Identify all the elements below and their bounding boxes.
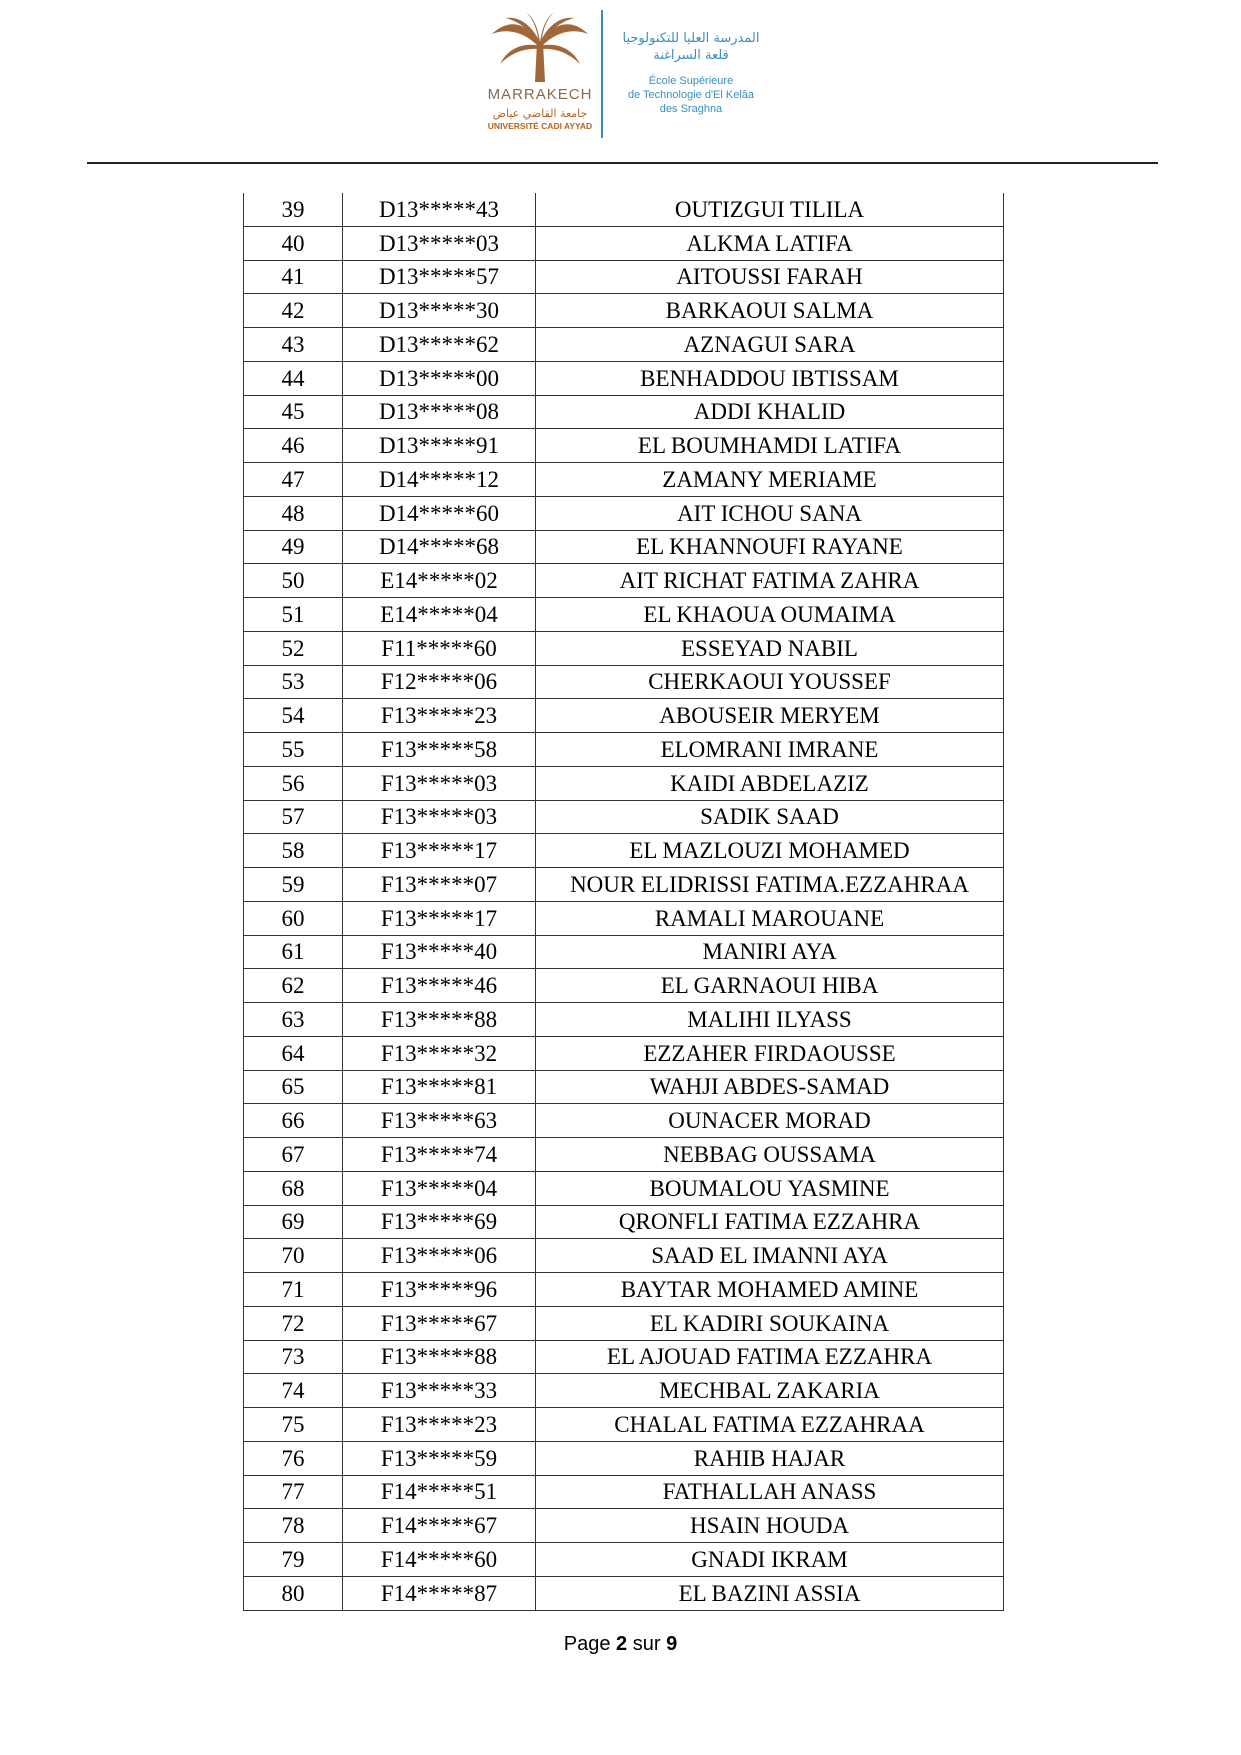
table-row xyxy=(244,598,1004,632)
logo-divider xyxy=(601,10,603,138)
table-row xyxy=(244,1543,1004,1577)
student-name-cell: RAHIB HAJAR xyxy=(536,1441,1004,1475)
student-name-cell: EZZAHER FIRDAOUSSE xyxy=(536,1036,1004,1070)
table-row xyxy=(244,564,1004,598)
row-number-cell: 66 xyxy=(244,1104,343,1138)
student-name-cell: BAYTAR MOHAMED AMINE xyxy=(536,1273,1004,1307)
table-row xyxy=(244,631,1004,665)
current-page-number: 2 xyxy=(616,1633,628,1655)
student-name-cell: HSAIN HOUDA xyxy=(536,1509,1004,1543)
student-name-cell: OUNACER MORAD xyxy=(536,1104,1004,1138)
table-row xyxy=(244,226,1004,260)
document-header xyxy=(0,8,1241,148)
student-name-cell: RAMALI MAROUANE xyxy=(536,901,1004,935)
row-number-cell: 57 xyxy=(244,800,343,834)
student-name-cell: ELOMRANI IMRANE xyxy=(536,733,1004,767)
table-row xyxy=(244,1374,1004,1408)
row-number-cell: 62 xyxy=(244,969,343,1003)
table-row xyxy=(244,766,1004,800)
student-id-cell: F13*****23 xyxy=(343,1408,536,1442)
student-id-cell: F13*****17 xyxy=(343,834,536,868)
page-footer xyxy=(0,1633,1241,1656)
student-id-cell: E14*****04 xyxy=(343,598,536,632)
row-number-cell: 70 xyxy=(244,1239,343,1273)
row-number-cell: 39 xyxy=(244,193,343,226)
table-row xyxy=(244,395,1004,429)
row-number-cell: 46 xyxy=(244,429,343,463)
student-name-cell: CHALAL FATIMA EZZAHRAA xyxy=(536,1408,1004,1442)
table-row xyxy=(244,1273,1004,1307)
student-id-cell: D13*****03 xyxy=(343,226,536,260)
row-number-cell: 73 xyxy=(244,1340,343,1374)
total-pages-number: 9 xyxy=(666,1633,678,1655)
row-number-cell: 78 xyxy=(244,1509,343,1543)
table-row xyxy=(244,496,1004,530)
table-row xyxy=(244,328,1004,362)
student-list-table xyxy=(243,193,1004,1611)
row-number-cell: 43 xyxy=(244,328,343,362)
table-row xyxy=(244,1408,1004,1442)
row-number-cell: 44 xyxy=(244,361,343,395)
student-name-cell: GNADI IKRAM xyxy=(536,1543,1004,1577)
student-id-cell: F11*****60 xyxy=(343,631,536,665)
student-name-cell: AIT RICHAT FATIMA ZAHRA xyxy=(536,564,1004,598)
student-name-cell: MANIRI AYA xyxy=(536,935,1004,969)
student-id-cell: D13*****91 xyxy=(343,429,536,463)
student-id-cell: D13*****30 xyxy=(343,294,536,328)
student-id-cell: E14*****02 xyxy=(343,564,536,598)
student-id-cell: F13*****88 xyxy=(343,1003,536,1037)
logo-university-arabic: جامعة القاضي عياض xyxy=(492,107,588,120)
row-number-cell: 75 xyxy=(244,1408,343,1442)
row-number-cell: 77 xyxy=(244,1475,343,1509)
student-id-cell: F13*****58 xyxy=(343,733,536,767)
student-name-cell: EL BOUMHAMDI LATIFA xyxy=(536,429,1004,463)
row-number-cell: 45 xyxy=(244,395,343,429)
row-number-cell: 47 xyxy=(244,463,343,497)
header-rule xyxy=(87,162,1158,164)
student-name-cell: EL AJOUAD FATIMA EZZAHRA xyxy=(536,1340,1004,1374)
school-name-french-line3: des Sraghna xyxy=(659,103,723,115)
student-id-cell: F13*****46 xyxy=(343,969,536,1003)
row-number-cell: 60 xyxy=(244,901,343,935)
student-id-cell: D14*****12 xyxy=(343,463,536,497)
table-row xyxy=(244,800,1004,834)
table-row xyxy=(244,1306,1004,1340)
student-name-cell: AITOUSSI FARAH xyxy=(536,260,1004,294)
student-id-cell: F12*****06 xyxy=(343,665,536,699)
student-id-cell: F13*****33 xyxy=(343,1374,536,1408)
student-id-cell: F14*****51 xyxy=(343,1475,536,1509)
table-row xyxy=(244,1475,1004,1509)
row-number-cell: 72 xyxy=(244,1306,343,1340)
row-number-cell: 58 xyxy=(244,834,343,868)
student-id-cell: F13*****59 xyxy=(343,1441,536,1475)
student-name-cell: AIT ICHOU SANA xyxy=(536,496,1004,530)
student-name-cell: OUTIZGUI TILILA xyxy=(536,193,1004,226)
student-name-cell: NOUR ELIDRISSI FATIMA.EZZAHRAA xyxy=(536,868,1004,902)
student-name-cell: BOUMALOU YASMINE xyxy=(536,1171,1004,1205)
row-number-cell: 64 xyxy=(244,1036,343,1070)
table-row xyxy=(244,463,1004,497)
student-id-cell: F13*****03 xyxy=(343,800,536,834)
student-id-cell: F13*****81 xyxy=(343,1070,536,1104)
row-number-cell: 68 xyxy=(244,1171,343,1205)
table-row xyxy=(244,1239,1004,1273)
table-row xyxy=(244,901,1004,935)
student-id-cell: D14*****68 xyxy=(343,530,536,564)
student-id-cell: D13*****57 xyxy=(343,260,536,294)
student-name-cell: BARKAOUI SALMA xyxy=(536,294,1004,328)
student-id-cell: D13*****00 xyxy=(343,361,536,395)
student-name-cell: NEBBAG OUSSAMA xyxy=(536,1138,1004,1172)
student-id-cell: F13*****32 xyxy=(343,1036,536,1070)
student-name-cell: BENHADDOU IBTISSAM xyxy=(536,361,1004,395)
page-word: Page xyxy=(563,1633,611,1655)
student-id-cell: F13*****74 xyxy=(343,1138,536,1172)
palm-emblem-icon xyxy=(488,12,592,86)
row-number-cell: 63 xyxy=(244,1003,343,1037)
student-name-cell: EL KHAOUA OUMAIMA xyxy=(536,598,1004,632)
table-row xyxy=(244,1171,1004,1205)
table-row xyxy=(244,868,1004,902)
student-id-cell: D13*****62 xyxy=(343,328,536,362)
table-row xyxy=(244,1036,1004,1070)
row-number-cell: 79 xyxy=(244,1543,343,1577)
student-name-cell: CHERKAOUI YOUSSEF xyxy=(536,665,1004,699)
student-name-cell: ADDI KHALID xyxy=(536,395,1004,429)
student-name-cell: EL MAZLOUZI MOHAMED xyxy=(536,834,1004,868)
student-id-cell: F13*****23 xyxy=(343,699,536,733)
row-number-cell: 52 xyxy=(244,631,343,665)
student-name-cell: SAAD EL IMANNI AYA xyxy=(536,1239,1004,1273)
student-name-cell: EL GARNAOUI HIBA xyxy=(536,969,1004,1003)
school-name-block xyxy=(606,30,776,116)
logo-university-french: UNIVERSITÉ CADI AYYAD xyxy=(487,121,593,131)
student-id-cell: D13*****08 xyxy=(343,395,536,429)
table-row xyxy=(244,1003,1004,1037)
table-row xyxy=(244,1340,1004,1374)
row-number-cell: 67 xyxy=(244,1138,343,1172)
table-row xyxy=(244,1070,1004,1104)
row-number-cell: 40 xyxy=(244,226,343,260)
row-number-cell: 48 xyxy=(244,496,343,530)
table-row xyxy=(244,193,1004,226)
table-row xyxy=(244,1138,1004,1172)
school-name-french xyxy=(606,74,776,116)
table-row xyxy=(244,665,1004,699)
row-number-cell: 76 xyxy=(244,1441,343,1475)
student-name-cell: AZNAGUI SARA xyxy=(536,328,1004,362)
student-id-cell: F13*****06 xyxy=(343,1239,536,1273)
table-row xyxy=(244,834,1004,868)
student-name-cell: EL BAZINI ASSIA xyxy=(536,1576,1004,1610)
student-id-cell: F13*****04 xyxy=(343,1171,536,1205)
student-id-cell: F13*****69 xyxy=(343,1205,536,1239)
row-number-cell: 49 xyxy=(244,530,343,564)
student-name-cell: ABOUSEIR MERYEM xyxy=(536,699,1004,733)
row-number-cell: 80 xyxy=(244,1576,343,1610)
table-row xyxy=(244,1441,1004,1475)
school-name-arabic-line2: قلعة السراغنة xyxy=(653,48,729,63)
table-row xyxy=(244,969,1004,1003)
row-number-cell: 61 xyxy=(244,935,343,969)
student-name-cell: ALKMA LATIFA xyxy=(536,226,1004,260)
student-name-cell: EL KHANNOUFI RAYANE xyxy=(536,530,1004,564)
row-number-cell: 50 xyxy=(244,564,343,598)
row-number-cell: 74 xyxy=(244,1374,343,1408)
table-row xyxy=(244,1205,1004,1239)
school-name-french-line2: de Technologie d'El Kelâa xyxy=(627,89,755,101)
university-logo xyxy=(480,8,600,144)
row-number-cell: 59 xyxy=(244,868,343,902)
table-row xyxy=(244,1509,1004,1543)
student-name-cell: KAIDI ABDELAZIZ xyxy=(536,766,1004,800)
table-row xyxy=(244,429,1004,463)
student-name-cell: QRONFLI FATIMA EZZAHRA xyxy=(536,1205,1004,1239)
student-id-cell: F14*****87 xyxy=(343,1576,536,1610)
student-name-cell: ESSEYAD NABIL xyxy=(536,631,1004,665)
table-row xyxy=(244,294,1004,328)
table-row xyxy=(244,530,1004,564)
table-row xyxy=(244,260,1004,294)
student-id-cell: F14*****67 xyxy=(343,1509,536,1543)
table-row xyxy=(244,733,1004,767)
student-name-cell: SADIK SAAD xyxy=(536,800,1004,834)
student-id-cell: F13*****07 xyxy=(343,868,536,902)
student-list-body xyxy=(244,193,1004,1610)
row-number-cell: 69 xyxy=(244,1205,343,1239)
school-name-arabic-line1: المدرسة العليا للتكنولوجيا xyxy=(622,31,760,46)
student-name-cell: EL KADIRI SOUKAINA xyxy=(536,1306,1004,1340)
logo-city-text: MARRAKECH xyxy=(487,86,593,103)
student-id-cell: D14*****60 xyxy=(343,496,536,530)
student-id-cell: F13*****88 xyxy=(343,1340,536,1374)
student-id-cell: F13*****67 xyxy=(343,1306,536,1340)
student-id-cell: D13*****43 xyxy=(343,193,536,226)
table-row xyxy=(244,361,1004,395)
student-name-cell: MALIHI ILYASS xyxy=(536,1003,1004,1037)
row-number-cell: 65 xyxy=(244,1070,343,1104)
student-id-cell: F13*****03 xyxy=(343,766,536,800)
student-name-cell: FATHALLAH ANASS xyxy=(536,1475,1004,1509)
student-name-cell: ZAMANY MERIAME xyxy=(536,463,1004,497)
table-row xyxy=(244,935,1004,969)
row-number-cell: 41 xyxy=(244,260,343,294)
school-name-french-line1: École Supérieure xyxy=(648,75,734,87)
student-name-cell: WAHJI ABDES-SAMAD xyxy=(536,1070,1004,1104)
student-id-cell: F14*****60 xyxy=(343,1543,536,1577)
student-id-cell: F13*****17 xyxy=(343,901,536,935)
student-id-cell: F13*****96 xyxy=(343,1273,536,1307)
table-row xyxy=(244,1576,1004,1610)
row-number-cell: 53 xyxy=(244,665,343,699)
student-name-cell: MECHBAL ZAKARIA xyxy=(536,1374,1004,1408)
row-number-cell: 51 xyxy=(244,598,343,632)
row-number-cell: 71 xyxy=(244,1273,343,1307)
table-row xyxy=(244,699,1004,733)
row-number-cell: 55 xyxy=(244,733,343,767)
student-id-cell: F13*****40 xyxy=(343,935,536,969)
row-number-cell: 56 xyxy=(244,766,343,800)
sur-word: sur xyxy=(632,1633,661,1655)
table-row xyxy=(244,1104,1004,1138)
student-id-cell: F13*****63 xyxy=(343,1104,536,1138)
row-number-cell: 42 xyxy=(244,294,343,328)
row-number-cell: 54 xyxy=(244,699,343,733)
